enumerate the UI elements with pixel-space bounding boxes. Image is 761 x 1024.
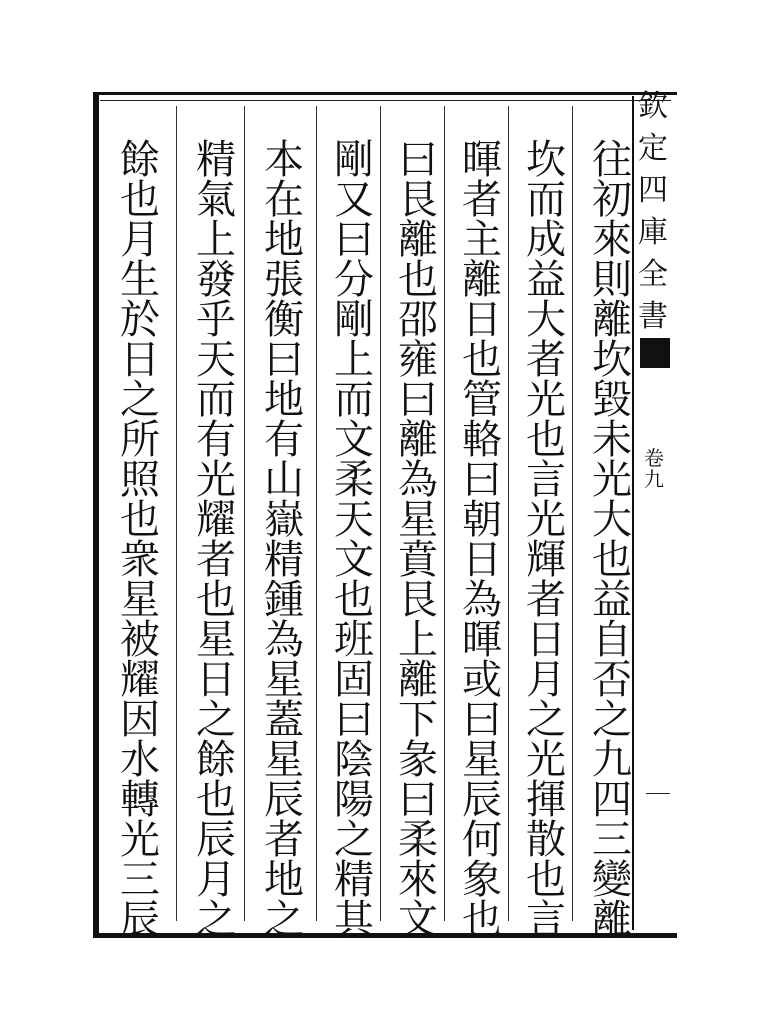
glyph: 剛 xyxy=(334,137,374,183)
glyph: 其 xyxy=(334,897,374,943)
glyph: 輅 xyxy=(462,417,502,463)
glyph: 三 xyxy=(120,857,160,903)
glyph: 光 xyxy=(592,457,632,503)
glyph: 餘 xyxy=(196,737,236,783)
glyph: 暉 xyxy=(462,617,502,663)
glyph: 來 xyxy=(592,217,632,263)
glyph: 否 xyxy=(592,657,632,703)
glyph: 賁 xyxy=(398,537,438,583)
glyph: 之 xyxy=(264,897,304,943)
glyph: 剛 xyxy=(334,297,374,343)
glyph: 曰 xyxy=(462,697,502,743)
glyph: 餘 xyxy=(120,137,160,183)
text-column-3 xyxy=(454,137,510,943)
glyph: 之 xyxy=(334,817,374,863)
glyph: 朝 xyxy=(462,497,502,543)
glyph: 柔 xyxy=(398,817,438,863)
glyph: 來 xyxy=(398,857,438,903)
glyph: 地 xyxy=(264,857,304,903)
glyph: 天 xyxy=(196,337,236,383)
glyph: 卷 xyxy=(644,446,664,470)
glyph: 曰 xyxy=(334,697,374,743)
glyph: 也 xyxy=(120,177,160,223)
glyph: 書 xyxy=(638,299,668,334)
glyph: 發 xyxy=(196,257,236,303)
glyph: 日 xyxy=(526,617,566,663)
glyph: 日 xyxy=(120,337,160,383)
glyph: 本 xyxy=(264,137,304,183)
glyph: 成 xyxy=(526,217,566,263)
glyph: 星 xyxy=(196,617,236,663)
glyph: 光 xyxy=(526,377,566,423)
glyph: 也 xyxy=(462,337,502,383)
glyph: 離 xyxy=(398,657,438,703)
glyph: 光 xyxy=(196,457,236,503)
glyph: 曰 xyxy=(264,337,304,383)
glyph: 之 xyxy=(592,697,632,743)
glyph: 於 xyxy=(120,297,160,343)
glyph: 柔 xyxy=(334,457,374,503)
volume-label xyxy=(642,448,666,490)
glyph: 之 xyxy=(526,697,566,743)
glyph: 張 xyxy=(264,257,304,303)
glyph: 也 xyxy=(526,417,566,463)
glyph: 轉 xyxy=(120,777,160,823)
glyph: 散 xyxy=(526,817,566,863)
glyph: 月 xyxy=(526,657,566,703)
glyph: 衆 xyxy=(120,537,160,583)
glyph: 益 xyxy=(592,577,632,623)
glyph: 月 xyxy=(120,217,160,263)
glyph: 言 xyxy=(526,897,566,943)
glyph: 揮 xyxy=(526,777,566,823)
glyph: 天 xyxy=(334,497,374,543)
glyph: 衡 xyxy=(264,297,304,343)
glyph: 或 xyxy=(462,657,502,703)
fishtail-mark xyxy=(640,338,670,368)
glyph: 四 xyxy=(592,777,632,823)
glyph: 光 xyxy=(526,737,566,783)
glyph: 辰 xyxy=(462,777,502,823)
glyph: 曰 xyxy=(398,137,438,183)
glyph: 氣 xyxy=(196,177,236,223)
text-column-8 xyxy=(112,137,168,943)
glyph: 雍 xyxy=(398,337,438,383)
glyph: 四 xyxy=(638,173,668,208)
glyph: 曰 xyxy=(398,777,438,823)
text-column-7 xyxy=(188,137,244,943)
glyph: 耀 xyxy=(120,657,160,703)
glyph: 日 xyxy=(462,537,502,583)
glyph: 地 xyxy=(264,217,304,263)
glyph: 辰 xyxy=(264,777,304,823)
glyph: 在 xyxy=(264,177,304,223)
glyph: 班 xyxy=(334,617,374,663)
glyph: 離 xyxy=(398,217,438,263)
glyph: 者 xyxy=(526,337,566,383)
glyph: 日 xyxy=(462,297,502,343)
frame-inner-rule xyxy=(100,100,671,101)
glyph: 星 xyxy=(398,497,438,543)
glyph: 言 xyxy=(526,457,566,503)
glyph: 者 xyxy=(264,817,304,863)
banxin-title xyxy=(636,89,670,334)
glyph: 辰 xyxy=(196,817,236,863)
glyph: 欽 xyxy=(638,89,668,124)
glyph: 輝 xyxy=(526,537,566,583)
glyph: 陽 xyxy=(334,777,374,823)
glyph: 被 xyxy=(120,617,160,663)
glyph: 大 xyxy=(526,297,566,343)
glyph: 邵 xyxy=(398,297,438,343)
glyph: 也 xyxy=(196,577,236,623)
glyph: 因 xyxy=(120,697,160,743)
glyph: 離 xyxy=(398,417,438,463)
glyph: 有 xyxy=(264,417,304,463)
glyph: 則 xyxy=(592,257,632,303)
glyph: 者 xyxy=(196,537,236,583)
glyph: 而 xyxy=(334,377,374,423)
glyph: 庫 xyxy=(638,215,668,250)
glyph: 而 xyxy=(526,177,566,223)
glyph: 往 xyxy=(592,137,632,183)
glyph: 光 xyxy=(526,497,566,543)
glyph: 又 xyxy=(334,177,374,223)
glyph: 精 xyxy=(264,537,304,583)
banxin-rule xyxy=(632,96,634,930)
glyph: 者 xyxy=(462,177,502,223)
glyph: 艮 xyxy=(398,177,438,223)
glyph: 也 xyxy=(398,257,438,303)
glyph: 山 xyxy=(264,457,304,503)
glyph: 嶽 xyxy=(264,497,304,543)
glyph: 辰 xyxy=(120,897,160,943)
glyph: 之 xyxy=(196,897,236,943)
glyph: 也 xyxy=(120,497,160,543)
glyph: 管 xyxy=(462,377,502,423)
glyph: 星 xyxy=(120,577,160,623)
glyph: 星 xyxy=(462,737,502,783)
glyph: 文 xyxy=(334,417,374,463)
glyph: 坎 xyxy=(592,337,632,383)
glyph: 初 xyxy=(592,177,632,223)
glyph: 上 xyxy=(398,617,438,663)
column-rule xyxy=(316,106,317,921)
glyph: 日 xyxy=(196,657,236,703)
glyph: 者 xyxy=(526,577,566,623)
text-column-2 xyxy=(518,137,574,943)
text-column-6 xyxy=(256,137,312,943)
glyph: 毀 xyxy=(592,377,632,423)
column-rule xyxy=(176,106,177,921)
glyph: 水 xyxy=(120,737,160,783)
text-column-5 xyxy=(326,137,382,943)
glyph: 乎 xyxy=(196,297,236,343)
glyph: 曰 xyxy=(398,377,438,423)
glyph: 下 xyxy=(398,697,438,743)
glyph: 坎 xyxy=(526,137,566,183)
glyph: 離 xyxy=(592,297,632,343)
glyph: 九 xyxy=(592,737,632,783)
glyph: 上 xyxy=(196,217,236,263)
glyph: 陰 xyxy=(334,737,374,783)
glyph: 也 xyxy=(526,857,566,903)
glyph: 而 xyxy=(196,377,236,423)
glyph: 鍾 xyxy=(264,577,304,623)
glyph: 星 xyxy=(264,657,304,703)
glyph: 離 xyxy=(592,897,632,943)
glyph: 為 xyxy=(398,457,438,503)
glyph: 也 xyxy=(196,777,236,823)
glyph: 蓋 xyxy=(264,697,304,743)
glyph: 文 xyxy=(334,537,374,583)
glyph: 主 xyxy=(462,217,502,263)
glyph: 生 xyxy=(120,257,160,303)
glyph: 全 xyxy=(638,257,668,292)
glyph: 未 xyxy=(592,417,632,463)
glyph: 有 xyxy=(196,417,236,463)
glyph: 耀 xyxy=(196,497,236,543)
glyph: 三 xyxy=(592,817,632,863)
glyph: 也 xyxy=(334,577,374,623)
glyph: 分 xyxy=(334,257,374,303)
glyph: 自 xyxy=(592,617,632,663)
glyph: 精 xyxy=(334,857,374,903)
glyph: 艮 xyxy=(398,577,438,623)
column-rule xyxy=(244,106,245,921)
glyph: 益 xyxy=(526,257,566,303)
glyph: 彖 xyxy=(398,737,438,783)
glyph: 也 xyxy=(462,897,502,943)
glyph: 曰 xyxy=(462,457,502,503)
glyph: 變 xyxy=(592,857,632,903)
glyph: 星 xyxy=(264,737,304,783)
glyph: 精 xyxy=(196,137,236,183)
glyph: 象 xyxy=(462,857,502,903)
glyph: 暉 xyxy=(462,137,502,183)
glyph: 地 xyxy=(264,377,304,423)
glyph: 離 xyxy=(462,257,502,303)
glyph: 固 xyxy=(334,657,374,703)
glyph: 照 xyxy=(120,457,160,503)
glyph: 之 xyxy=(120,377,160,423)
glyph: 為 xyxy=(264,617,304,663)
text-column-4 xyxy=(390,137,446,943)
glyph: 大 xyxy=(592,497,632,543)
glyph: 定 xyxy=(638,131,668,166)
glyph: 也 xyxy=(592,537,632,583)
glyph: 所 xyxy=(120,417,160,463)
glyph: 九 xyxy=(644,467,664,491)
glyph: 為 xyxy=(462,577,502,623)
glyph: 上 xyxy=(334,337,374,383)
glyph: 何 xyxy=(462,817,502,863)
glyph: 月 xyxy=(196,857,236,903)
banxin-tick xyxy=(646,793,670,794)
glyph: 文 xyxy=(398,897,438,943)
glyph: 光 xyxy=(120,817,160,863)
glyph: 之 xyxy=(196,697,236,743)
glyph: 曰 xyxy=(334,217,374,263)
